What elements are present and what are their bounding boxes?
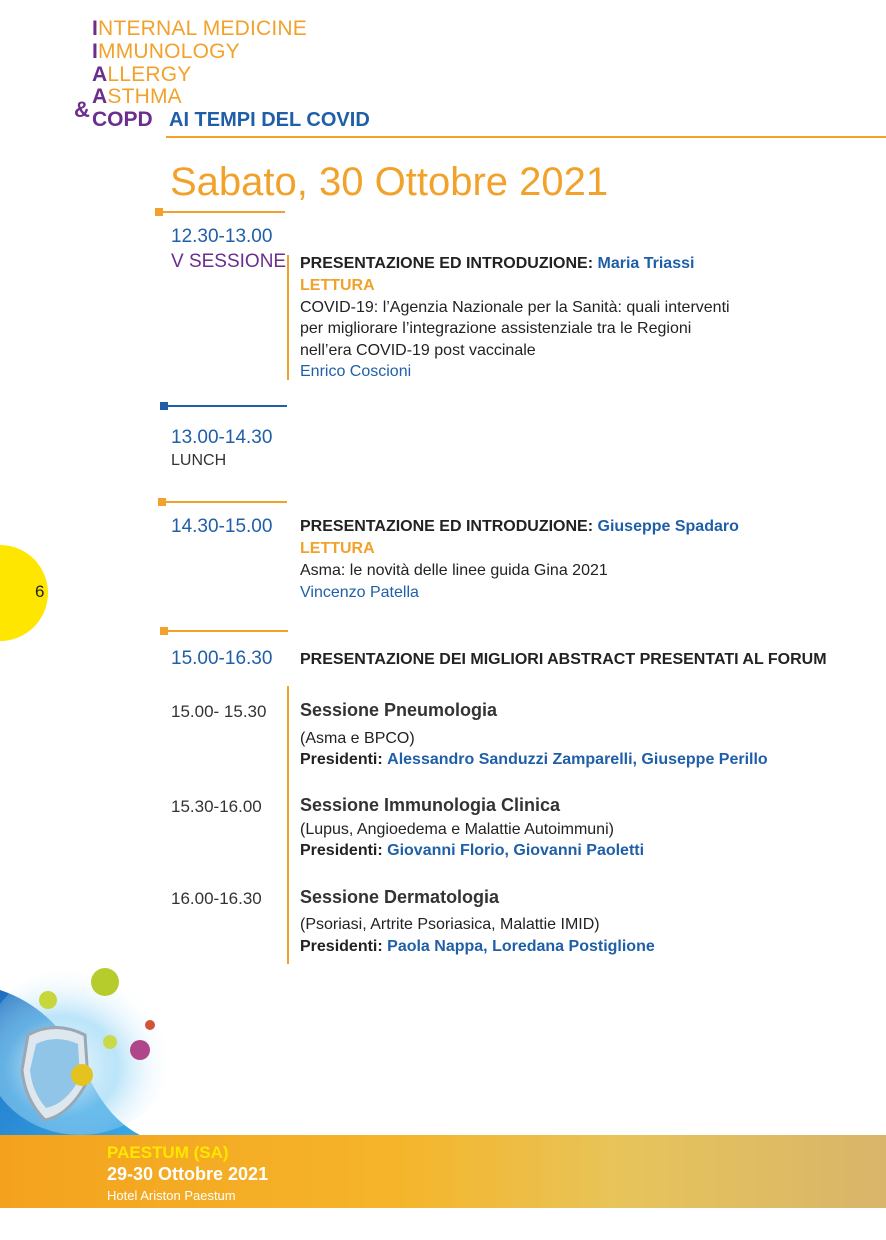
session-label: V SESSIONE <box>171 251 287 272</box>
separator <box>160 630 288 632</box>
presidents-line <box>300 936 655 958</box>
footer-venue: Hotel Ariston Paestum <box>107 1188 236 1203</box>
presidents-line <box>300 840 644 862</box>
intro-line <box>300 253 694 275</box>
lettura-label: LETTURA <box>300 277 375 294</box>
separator <box>160 405 287 407</box>
separator-marker <box>155 208 163 216</box>
lunch-label: LUNCH <box>171 452 227 469</box>
slot-time: 14.30-15.00 <box>171 516 273 537</box>
timeline-bar <box>287 255 289 380</box>
forum-title: PRESENTAZIONE DEI MIGLIORI ABSTRACT PRESENTATI AL FORUM <box>300 651 827 668</box>
speaker-name: Enrico Coscioni <box>300 363 412 380</box>
logo-line-asthma <box>92 86 182 108</box>
separator-marker <box>158 498 166 506</box>
talk-description: nell’era COVID-19 post vaccinale <box>300 342 536 359</box>
timeline-bar <box>287 686 289 964</box>
slot-time: 13.00-14.30 <box>171 427 273 448</box>
logo-text: LLERGY <box>107 63 192 86</box>
logo-cap: I <box>92 40 99 63</box>
intro-label: PRESENTAZIONE ED INTRODUZIONE: <box>300 518 594 535</box>
presidents-names: Alessandro Sanduzzi Zamparelli, Giuseppe Perillo <box>387 751 768 768</box>
talk-description: per migliorare l’integrazione assistenziale tra le Regioni <box>300 320 692 337</box>
talk-description: Asma: le novità delle linee guida Gina 2021 <box>300 562 608 579</box>
speaker-name: Vincenzo Patella <box>300 584 419 601</box>
presidents-label: Presidenti: <box>300 938 383 955</box>
intro-name: Maria Triassi <box>597 255 695 272</box>
presidents-label: Presidenti: <box>300 842 383 859</box>
slot-time: 12.30-13.00 <box>171 226 273 247</box>
header-divider <box>166 136 886 138</box>
separator-marker <box>160 402 168 410</box>
footer-dates: 29-30 Ottobre 2021 <box>107 1164 269 1184</box>
logo-line-allergy <box>92 64 191 86</box>
presidents-names: Giovanni Florio, Giovanni Paoletti <box>387 842 645 859</box>
logo-text: MMUNOLOGY <box>98 40 240 63</box>
intro-label: PRESENTAZIONE ED INTRODUZIONE: <box>300 255 594 272</box>
logo-cap: I <box>92 17 99 40</box>
logo-text: STHMA <box>107 85 182 108</box>
session-time: 15.00- 15.30 <box>171 702 267 721</box>
presidents-names: Paola Nappa, Loredana Postiglione <box>387 938 655 955</box>
logo-cap: A <box>92 85 108 108</box>
session-time: 15.30-16.00 <box>171 797 262 816</box>
session-title: Sessione Dermatologia <box>300 887 500 907</box>
slot-time: 15.00-16.30 <box>171 648 273 669</box>
separator <box>155 211 285 213</box>
session-title: Sessione Immunologia Clinica <box>300 795 561 815</box>
separator <box>158 501 287 503</box>
intro-name: Giuseppe Spadaro <box>597 518 739 535</box>
intro-line <box>300 516 739 538</box>
page-title: Sabato, 30 Ottobre 2021 <box>170 160 609 204</box>
talk-description: COVID-19: l’Agenzia Nazionale per la Sanità: quali interventi <box>300 299 730 316</box>
logo-line-internal-medicine <box>92 18 307 40</box>
page-number: 6 <box>35 582 45 601</box>
virus-shield-illustration <box>0 920 220 1140</box>
footer-location: PAESTUM (SA) <box>107 1143 229 1162</box>
logo-text: NTERNAL MEDICINE <box>98 17 307 40</box>
session-topics: (Lupus, Angioedema e Malattie Autoimmuni) <box>300 821 614 838</box>
session-title: Sessione Pneumologia <box>300 700 498 720</box>
separator-marker <box>160 627 168 635</box>
logo-ampersand: & <box>74 97 90 122</box>
logo-cap: A <box>92 63 108 86</box>
session-topics: (Asma e BPCO) <box>300 730 415 747</box>
presidents-label: Presidenti: <box>300 751 383 768</box>
logo-copd: COPD <box>92 108 153 131</box>
session-topics: (Psoriasi, Artrite Psoriasica, Malattie IMID) <box>300 916 600 933</box>
presidents-line <box>300 749 768 771</box>
header-subtitle: AI TEMPI DEL COVID <box>169 109 370 131</box>
logo-line-immunology <box>92 41 240 63</box>
session-time: 16.00-16.30 <box>171 889 262 908</box>
lettura-label: LETTURA <box>300 540 375 557</box>
